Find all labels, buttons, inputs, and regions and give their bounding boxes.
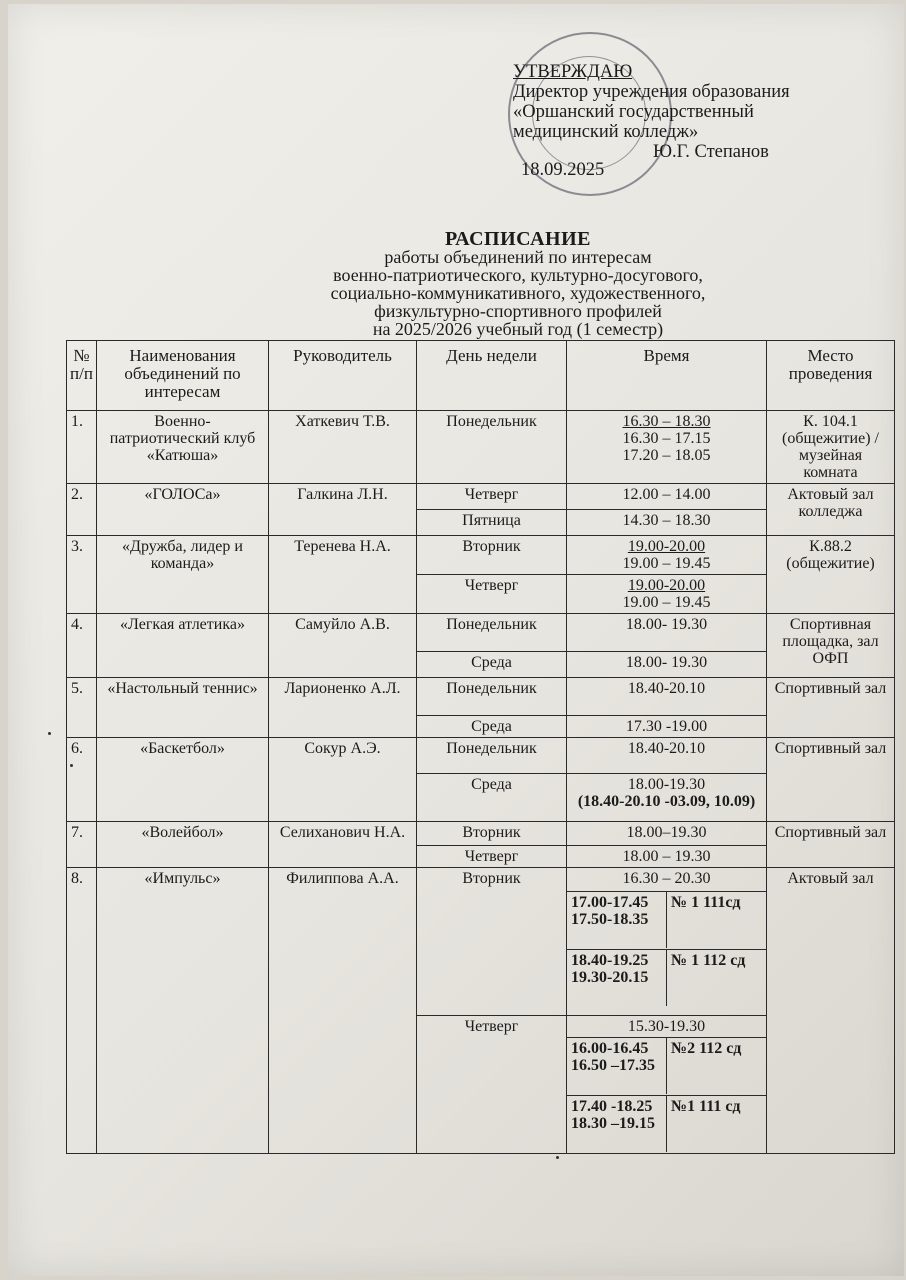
- row-name: «Легкая атлетика»: [97, 614, 269, 678]
- table-row: [67, 678, 895, 716]
- title-line: социально-коммуникативного, художественного,: [330, 283, 706, 303]
- row-leader: Теренева Н.А.: [269, 536, 417, 614]
- row-place: Спортивный зал: [767, 822, 895, 868]
- row-time: [567, 774, 767, 822]
- row-day: Понедельник: [417, 614, 567, 652]
- group-room: №1 111 сд: [671, 1098, 741, 1115]
- row-time: [567, 536, 767, 575]
- row-place: Спортивный зал: [767, 678, 895, 738]
- title-line: физкультурно-спортивного профилей: [374, 301, 662, 321]
- row-time: 18.00 – 19.30: [567, 846, 767, 868]
- approval-line: медицинский колледж»: [513, 122, 699, 142]
- approval-line: Директор учреждения образования: [513, 82, 790, 102]
- schedule-table: [66, 340, 895, 1154]
- row-name: «Волейбол»: [97, 822, 269, 868]
- row-day: Четверг: [417, 846, 567, 868]
- row-num: 5.: [67, 678, 97, 738]
- group-room: № 1 111сд: [671, 894, 741, 911]
- time-note: (18.40-20.10 -03.09, 10.09): [577, 793, 756, 810]
- row-time: 15.30-19.30: [567, 1016, 767, 1038]
- header-time: Время: [567, 341, 767, 411]
- table-row: [67, 536, 895, 575]
- speck-mark: [70, 764, 73, 767]
- title-line: на 2025/2026 учебный год (1 семестр): [372, 319, 664, 339]
- group-time: 17.40 -18.25 18.30 –19.15: [567, 1096, 667, 1152]
- row-leader: Селиханович Н.А.: [269, 822, 417, 868]
- speck-mark: [48, 732, 51, 735]
- row-place: Актовый зал: [767, 868, 895, 1154]
- time-value: 19.00-20.00: [627, 538, 706, 555]
- group-room: № 1 112 сд: [671, 952, 746, 969]
- row-day: Пятница: [417, 510, 567, 536]
- table-row: [67, 484, 895, 510]
- time-value: 17.20 – 18.05: [622, 447, 711, 464]
- row-num: 6.: [67, 738, 97, 822]
- row-time: [567, 575, 767, 614]
- row-time: 18.00–19.30: [567, 822, 767, 846]
- row-time: 18.00- 19.30: [567, 652, 767, 678]
- row-num: 4.: [67, 614, 97, 678]
- table-header-row: [67, 341, 895, 411]
- approval-block: [513, 62, 893, 180]
- row-name: «Настольный теннис»: [97, 678, 269, 738]
- row-day: Понедельник: [417, 738, 567, 774]
- row-num: 7.: [67, 822, 97, 868]
- header-name: Наименования объединений по интересам: [97, 341, 269, 411]
- header-place: Место проведения: [767, 341, 895, 411]
- row-leader: Самуйло А.В.: [269, 614, 417, 678]
- group-time: 18.40-19.25 19.30-20.15: [567, 950, 667, 1006]
- row-day: Четверг: [417, 575, 567, 614]
- row-time-group: [567, 892, 767, 950]
- row-place: К.88.2 (общежитие): [767, 536, 895, 614]
- table-row: [67, 822, 895, 846]
- approval-line: «Оршанский государственный: [513, 102, 754, 122]
- row-name: «Импульс»: [97, 868, 269, 1154]
- row-time: 18.40-20.10: [567, 678, 767, 716]
- row-num: 3.: [67, 536, 97, 614]
- time-value: 16.30 – 18.30: [622, 413, 711, 430]
- title-line: работы объединений по интересам: [384, 247, 652, 267]
- row-time-group: [567, 1038, 767, 1096]
- row-num: 1.: [67, 411, 97, 484]
- document-sheet: [8, 4, 904, 1276]
- table-row: [67, 738, 895, 774]
- row-day: Понедельник: [417, 678, 567, 716]
- row-day: Среда: [417, 652, 567, 678]
- row-time: 12.00 – 14.00: [567, 484, 767, 510]
- row-time: 18.00- 19.30: [567, 614, 767, 652]
- row-day: Вторник: [417, 868, 567, 1016]
- approval-line: УТВЕРЖДАЮ: [513, 62, 633, 82]
- header-num: № п/п: [67, 341, 97, 411]
- time-value: 18.00-19.30: [627, 776, 706, 793]
- table-row: [67, 868, 895, 892]
- title-line: военно-патриотического, культурно-досугового,: [333, 265, 703, 285]
- group-room: №2 112 сд: [671, 1040, 742, 1057]
- row-num: 2.: [67, 484, 97, 536]
- document-title: [248, 230, 788, 338]
- group-time: 16.00-16.45 16.50 –17.35: [567, 1038, 667, 1094]
- row-place: Спортивный зал: [767, 738, 895, 822]
- row-time: 16.30 – 20.30: [567, 868, 767, 892]
- row-time: 17.30 -19.00: [567, 716, 767, 738]
- header-leader: Руководитель: [269, 341, 417, 411]
- row-num: 8.: [67, 868, 97, 1154]
- row-time-group: [567, 950, 767, 1016]
- header-day: День недели: [417, 341, 567, 411]
- row-leader: Хаткевич Т.В.: [269, 411, 417, 484]
- approval-signer: Ю.Г. Степанов: [653, 142, 769, 162]
- row-place: К. 104.1 (общежитие) / музейная комната: [767, 411, 895, 484]
- time-value: 19.00 – 19.45: [622, 555, 711, 572]
- row-time: 14.30 – 18.30: [567, 510, 767, 536]
- row-time-group: [567, 1096, 767, 1154]
- table-row: [67, 411, 895, 484]
- row-place: Спортивная площадка, зал ОФП: [767, 614, 895, 678]
- row-day: Среда: [417, 774, 567, 822]
- table-row: [67, 614, 895, 652]
- row-day: Вторник: [417, 536, 567, 575]
- group-time: 17.00-17.45 17.50-18.35: [567, 892, 667, 948]
- time-value: 19.00 – 19.45: [622, 594, 711, 611]
- row-day: Среда: [417, 716, 567, 738]
- time-value: 19.00-20.00: [627, 577, 706, 594]
- row-leader: Галкина Л.Н.: [269, 484, 417, 536]
- approval-date: 18.09.2025: [521, 160, 605, 180]
- row-day: Четверг: [417, 1016, 567, 1154]
- row-name: «ГОЛОСа»: [97, 484, 269, 536]
- row-leader: Филиппова А.А.: [269, 868, 417, 1154]
- time-value: 16.30 – 17.15: [622, 430, 711, 447]
- row-name: «Баскетбол»: [97, 738, 269, 822]
- row-leader: Ларионенко А.Л.: [269, 678, 417, 738]
- row-place: Актовый зал колледжа: [767, 484, 895, 536]
- row-time: 18.40-20.10: [567, 738, 767, 774]
- row-name: «Дружба, лидер и команда»: [97, 536, 269, 614]
- row-name: Военно-патриотический клуб «Катюша»: [97, 411, 269, 484]
- row-day: Понедельник: [417, 411, 567, 484]
- row-day: Вторник: [417, 822, 567, 846]
- speck-mark: [556, 1156, 559, 1159]
- title-main: РАСПИСАНИЕ: [444, 228, 591, 250]
- row-leader: Сокур А.Э.: [269, 738, 417, 822]
- row-day: Четверг: [417, 484, 567, 510]
- row-time: [567, 411, 767, 484]
